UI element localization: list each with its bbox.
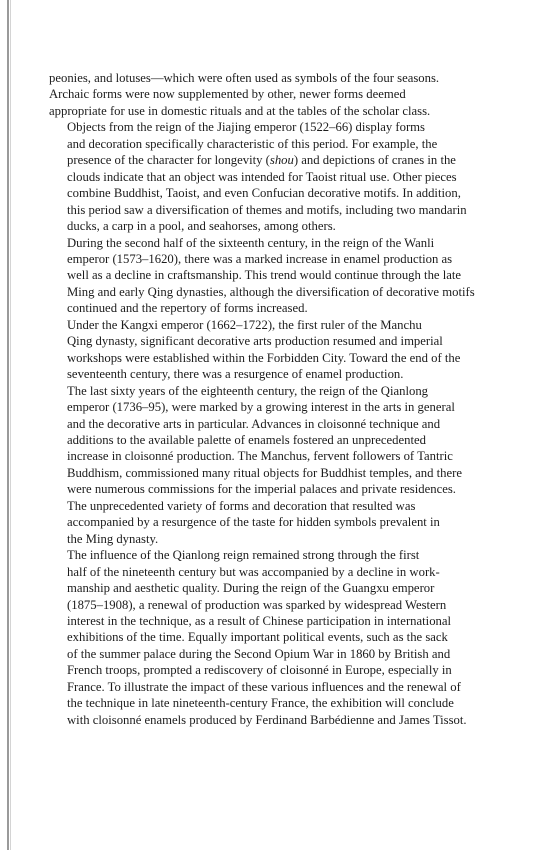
text-line: exhibitions of the time. Equally important political events, such as the sack bbox=[67, 630, 448, 645]
text-line: France. To illustrate the impact of these various influences and the renewal of bbox=[67, 679, 461, 694]
text-line: with cloisonné enamels produced by Ferdinand Barbédienne and James Tissot. bbox=[67, 712, 467, 727]
paragraph-3 bbox=[49, 235, 519, 317]
page-edge-shadow bbox=[10, 0, 11, 850]
text-line: this period saw a diversification of themes and motifs, including two mandarin bbox=[67, 202, 467, 217]
page-edge-line bbox=[7, 0, 9, 850]
text-line: of the summer palace during the Second Opium War in 1860 by British and bbox=[67, 646, 451, 661]
text-line: The last sixty years of the eighteenth century, the reign of the Qianlong bbox=[67, 383, 429, 398]
text-line: combine Buddhist, Taoist, and even Confucian decorative motifs. In addition, bbox=[67, 186, 461, 201]
paragraph-6 bbox=[49, 547, 519, 728]
text-line: Objects from the reign of the Jiajing emperor (1522–66) display forms bbox=[67, 120, 425, 135]
text-line: presence of the character for longevity (shou) and depictions of cranes in the bbox=[67, 153, 456, 168]
text-line: peonies, and lotuses—which were often used as symbols of the four seasons. bbox=[49, 71, 440, 85]
text-line: emperor (1736–95), were marked by a growing interest in the arts in general bbox=[67, 400, 455, 415]
text-line: emperor (1573–1620), there was a marked increase in enamel production as bbox=[67, 251, 453, 266]
text-line: additions to the available palette of enamels fostered an unprecedented bbox=[67, 432, 426, 447]
text-line: workshops were established within the Forbidden City. Toward the end of the bbox=[67, 350, 461, 365]
text-line: appropriate for use in domestic rituals and at the tables of the scholar class. bbox=[49, 103, 431, 118]
text-line: seventeenth century, there was a resurgence of enamel production. bbox=[67, 367, 404, 382]
text-line: clouds indicate that an object was intended for Taoist ritual use. Other pieces bbox=[67, 169, 457, 184]
text-line: Under the Kangxi emperor (1662–1722), the first ruler of the Manchu bbox=[67, 317, 422, 332]
text-line: interest in the technique, as a result of Chinese participation in international bbox=[67, 613, 452, 628]
text-line: the technique in late nineteenth-century France, the exhibition will conclude bbox=[67, 696, 454, 711]
text-line: half of the nineteenth century but was accompanied by a decline in work- bbox=[67, 564, 440, 579]
body-text bbox=[49, 70, 519, 728]
text-line: the Ming dynasty. bbox=[67, 531, 159, 546]
text-line: continued and the repertory of forms increased. bbox=[67, 301, 308, 316]
text-line: well as a decline in craftsmanship. This trend would continue through the late bbox=[67, 268, 462, 283]
text-line: were numerous commissions for the imperial palaces and private residences. bbox=[67, 482, 456, 497]
text-line: and decoration specifically characteristic of this period. For example, the bbox=[67, 136, 438, 151]
paragraph-5 bbox=[49, 383, 519, 548]
text-line: Archaic forms were now supplemented by other, newer forms deemed bbox=[49, 87, 406, 102]
paragraph-1 bbox=[49, 70, 519, 119]
text-line: and the decorative arts in particular. Advances in cloisonné technique and bbox=[67, 416, 441, 431]
text-line: increase in cloisonné production. The Manchus, fervent followers of Tantric bbox=[67, 449, 453, 464]
text-line: Buddhism, commissioned many ritual objects for Buddhist temples, and there bbox=[67, 465, 463, 480]
text-line: ducks, a carp in a pool, and seahorses, among others. bbox=[67, 219, 336, 234]
text-line: French troops, prompted a rediscovery of cloisonné in Europe, especially in bbox=[67, 663, 452, 678]
text-line: Ming and early Qing dynasties, although the diversification of decorative motifs bbox=[67, 284, 475, 299]
text-line: (1875–1908), a renewal of production was sparked by widespread Western bbox=[67, 597, 447, 612]
text-line: Qing dynasty, significant decorative arts production resumed and imperial bbox=[67, 334, 443, 349]
text-line: manship and aesthetic quality. During the reign of the Guangxu emperor bbox=[67, 581, 435, 596]
text-line: accompanied by a resurgence of the taste for hidden symbols prevalent in bbox=[67, 515, 440, 530]
text-line: The unprecedented variety of forms and decoration that resulted was bbox=[67, 498, 416, 513]
text-line: The influence of the Qianlong reign remained strong through the first bbox=[67, 548, 420, 563]
text-line: During the second half of the sixteenth century, in the reign of the Wanli bbox=[67, 235, 435, 250]
paragraph-4 bbox=[49, 317, 519, 383]
paragraph-2 bbox=[49, 119, 519, 234]
